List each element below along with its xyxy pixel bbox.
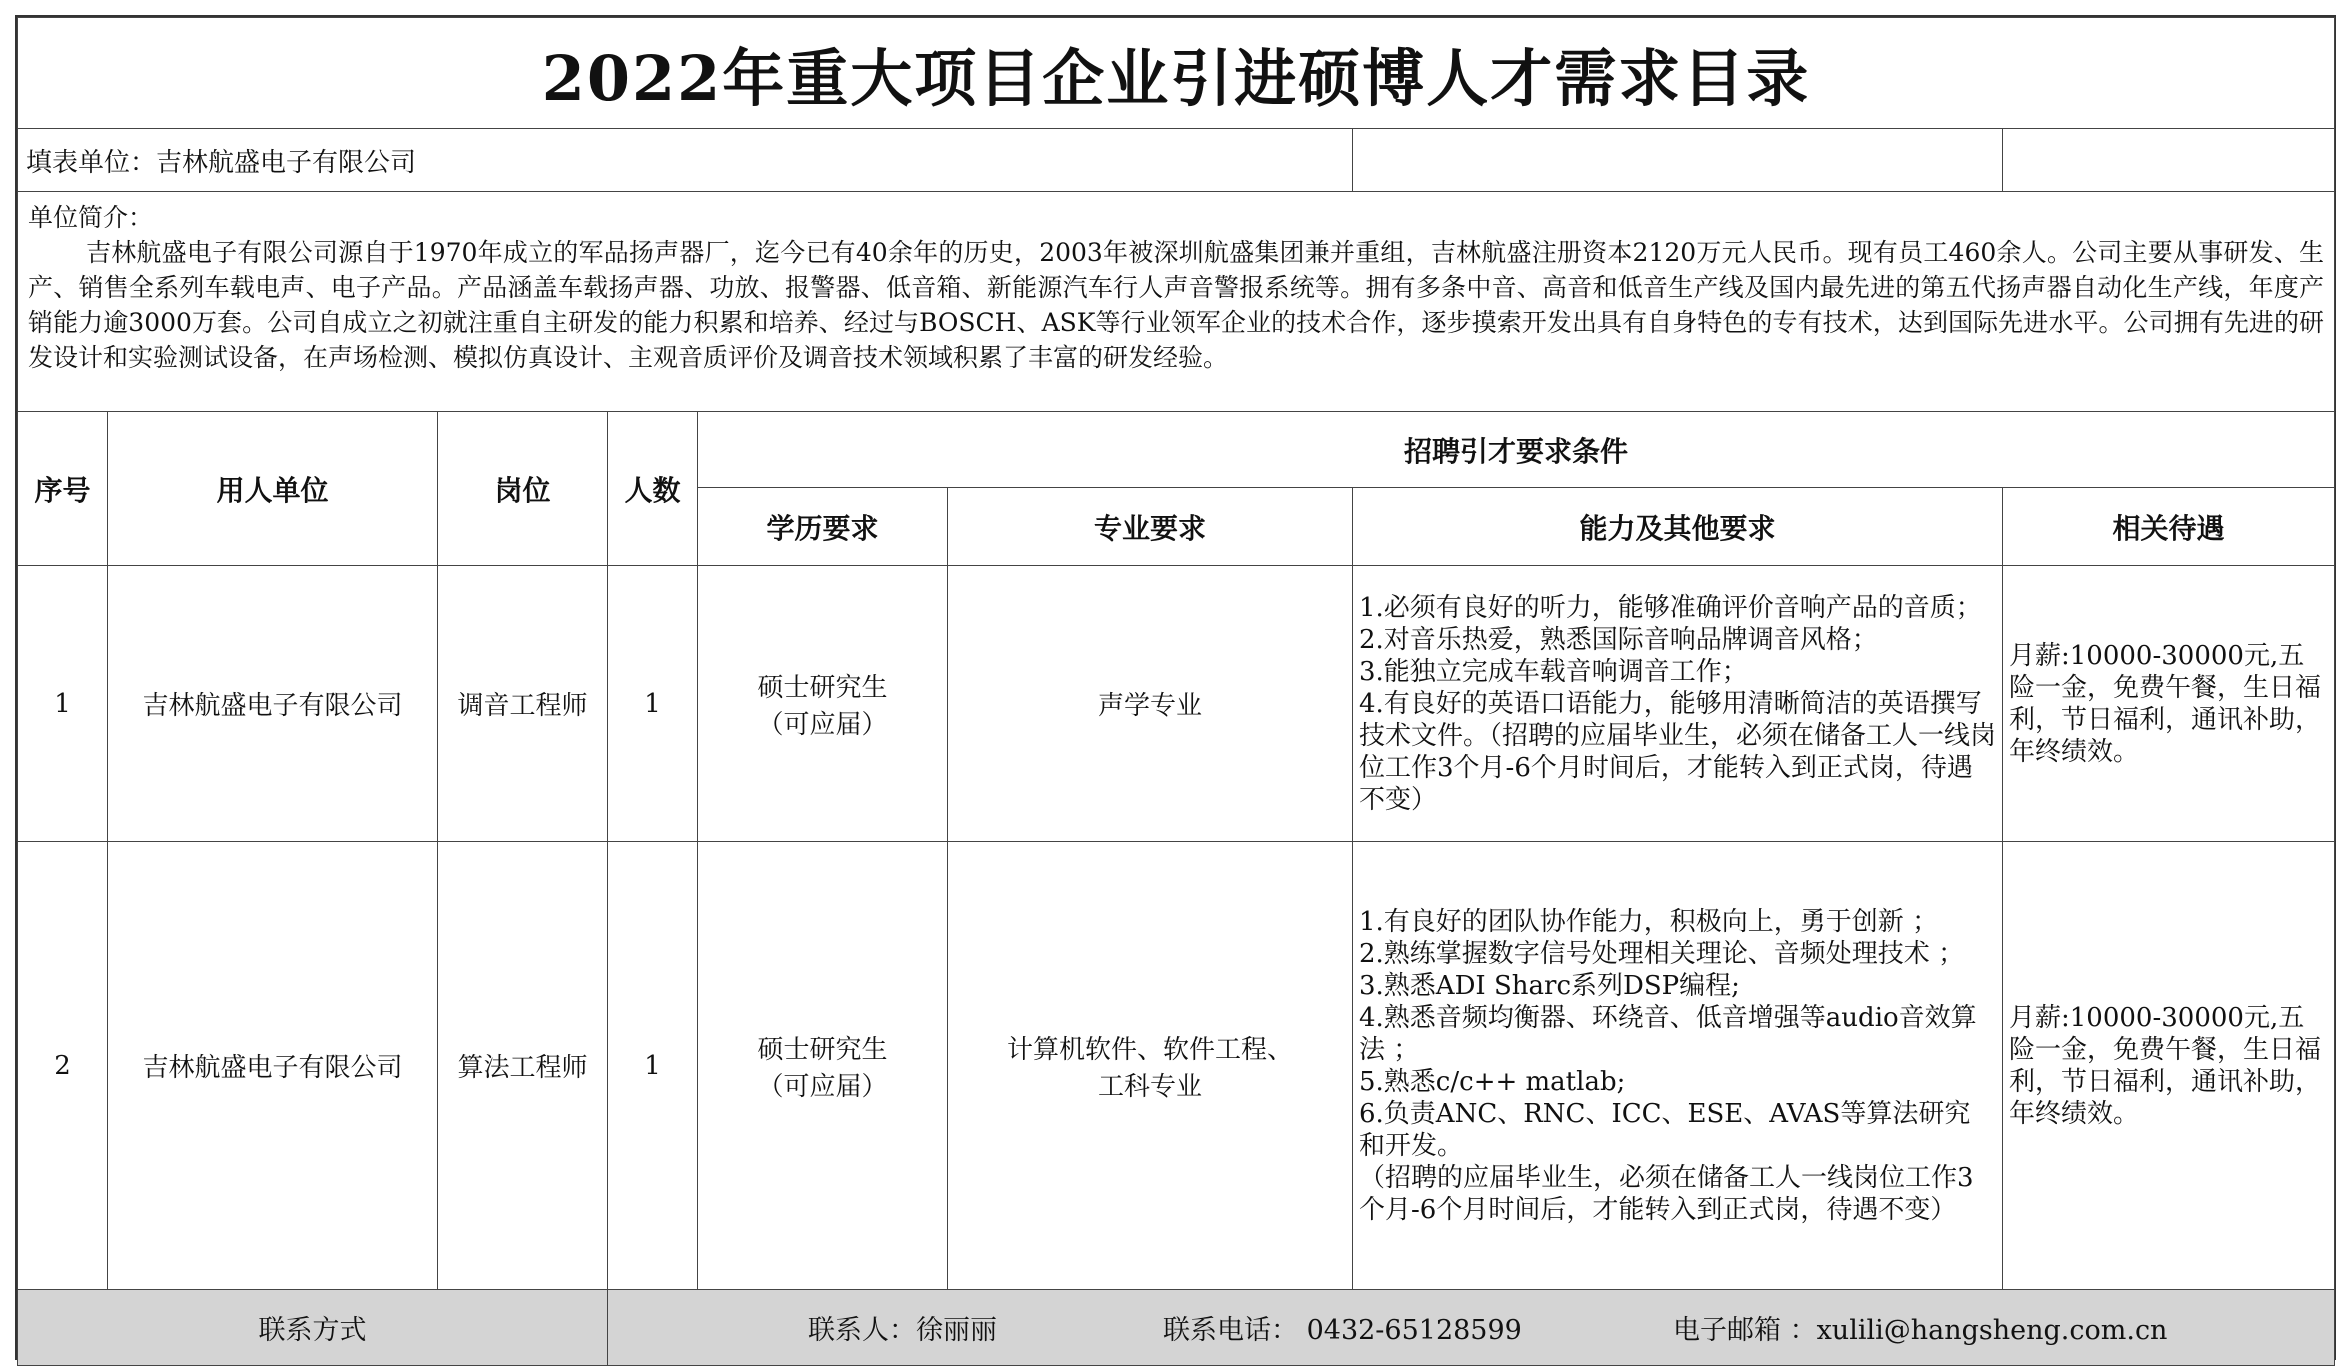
requirement-sheet	[15, 15, 2336, 1360]
contact-row	[18, 1290, 2335, 1366]
ability-item: 4.有良好的英语口语能力，能够用清晰简洁的英语撰写技术文件。（招聘的应届毕业生，必须在储备工人一线岗位工作3个月-6个月时间后，才能转入到正式岗，待遇不变）	[1359, 688, 1997, 815]
education-line: 硕士研究生	[757, 1034, 888, 1065]
major-line: 工科专业	[1097, 1071, 1202, 1102]
major-line: 声学专业	[1097, 691, 1202, 721]
table-row	[18, 842, 2335, 1290]
fill-row-blank-cell	[1353, 129, 2003, 192]
header-position: 岗位	[438, 412, 608, 566]
education-line: （可应届）	[757, 1071, 888, 1102]
contact-details	[608, 1290, 2335, 1366]
page-title: 2022年重大项目企业引进硕博人才需求目录	[18, 18, 2335, 129]
ability-item: 1.必须有良好的听力，能够准确评价音响产品的音质；	[1359, 592, 1982, 623]
row-education	[698, 842, 948, 1290]
row-major	[948, 842, 1353, 1290]
header-employer: 用人单位	[108, 412, 438, 566]
row-position: 调音工程师	[438, 566, 608, 842]
ability-item: 3.熟悉ADI Sharc系列DSP编程;	[1359, 970, 1740, 1001]
ability-item: （招聘的应届毕业生，必须在储备工人一线岗位工作3个月-6个月时间后，才能转入到正式岗，待遇不变）	[1359, 1162, 1974, 1225]
row-ability	[1353, 842, 2003, 1290]
row-employer: 吉林航盛电子有限公司	[108, 566, 438, 842]
row-ability	[1353, 566, 2003, 842]
contact-phone: 联系电话： 0432-65128599	[1163, 1315, 1522, 1346]
row-seq: 1	[18, 566, 108, 842]
requirement-table	[17, 17, 2335, 1366]
ability-item: 4.熟悉音频均衡器、环绕音、低音增强等audio音效算法 ；	[1359, 1002, 1977, 1065]
ability-item: 1.有良好的团队协作能力，积极向上，勇于创新 ；	[1359, 906, 1939, 937]
intro-body: 吉林航盛电子有限公司源自于1970年成立的军品扬声器厂，迄今已有40余年的历史，2003年被深圳航盛集团兼并重组，吉林航盛注册资本2120万元人民币。现有员工460余人。公司主要从事研发、生产、销售全系列车载电声、电子产品。产品涵盖车载扬声器、功放、报警器、低音箱、新能源汽车行人声音警报系统等。拥有多条中音、高音和低音生产线及国内最先进的第五代扬声器自动化生产线，年度产销能力逾3000万套。公司自成立之初就注重自主研发的能力积累和培养、经过与BOSCH、ASK等行业领军企业的技术合作，逐步摸索开发出具有自身特色的专有技术，达到国际先进水平。公司拥有先进的研发设计和实验测试设备，在声场检测、模拟仿真设计、主观音质评价及调音技术领域积累了丰富的研发经验。	[28, 238, 2325, 372]
row-position: 算法工程师	[438, 842, 608, 1290]
row-employer: 吉林航盛电子有限公司	[108, 842, 438, 1290]
ability-item: 6.负责ANC、RNC、ICC、ESE、AVAS等算法研究和开发。	[1359, 1098, 1971, 1161]
header-conditions: 招聘引才要求条件	[698, 412, 2335, 488]
row-major	[948, 566, 1353, 842]
ability-item: 3.能独立完成车载音响调音工作；	[1359, 656, 1748, 687]
table-row	[18, 566, 2335, 842]
row-seq: 2	[18, 842, 108, 1290]
ability-item: 2.对音乐热爱，熟悉国际音响品牌调音风格；	[1359, 624, 1878, 655]
fill-unit: 填表单位：吉林航盛电子有限公司	[18, 129, 1353, 192]
education-line: 硕士研究生	[757, 672, 888, 703]
fill-row-blank-cell	[2003, 129, 2335, 192]
header-major: 专业要求	[948, 488, 1353, 566]
contact-email[interactable]: 电子邮箱 ：xulili@hangsheng.com.cn	[1673, 1315, 2168, 1346]
intro-heading: 单位简介：	[28, 203, 154, 232]
ability-item: 5.熟悉c/c++ matlab;	[1359, 1066, 1626, 1097]
contact-label: 联系方式	[18, 1290, 608, 1366]
education-line: （可应届）	[757, 709, 888, 740]
header-seq: 序号	[18, 412, 108, 566]
major-line: 计算机软件、软件工程、	[1006, 1034, 1293, 1065]
ability-item: 2.熟练掌握数字信号处理相关理论、音频处理技术 ；	[1359, 938, 1965, 969]
company-intro	[18, 192, 2335, 412]
header-benefits: 相关待遇	[2003, 488, 2335, 566]
row-count: 1	[608, 566, 698, 842]
header-ability: 能力及其他要求	[1353, 488, 2003, 566]
contact-person: 联系人：徐丽丽	[808, 1315, 997, 1346]
row-count: 1	[608, 842, 698, 1290]
row-benefits: 月薪:10000-30000元,五险一金，免费午餐，生日福利，节日福利，通讯补助，年终绩效。	[2003, 566, 2335, 842]
header-count: 人数	[608, 412, 698, 566]
row-education	[698, 566, 948, 842]
header-education: 学历要求	[698, 488, 948, 566]
row-benefits: 月薪:10000-30000元,五险一金，免费午餐，生日福利，节日福利，通讯补助，年终绩效。	[2003, 842, 2335, 1290]
